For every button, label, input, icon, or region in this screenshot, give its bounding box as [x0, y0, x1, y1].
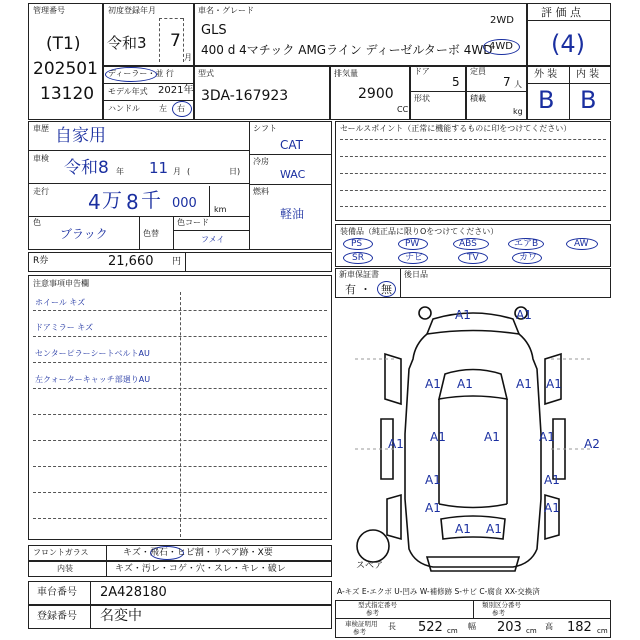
inspection-month: 11 [149, 159, 169, 177]
capacity-value: 7 [503, 75, 511, 89]
first-reg-era: 令和3 [107, 34, 147, 52]
equip-navi [398, 252, 428, 264]
score-value: (4) [551, 30, 585, 58]
shape-label: 形状 [414, 94, 430, 103]
drive-4wd: 4WD [489, 41, 513, 52]
equip-aw [566, 238, 598, 250]
width-value: 203 [497, 620, 522, 635]
car-name-label: 車名・グレード [198, 6, 254, 15]
legend-text: A-キズ E-エクボ U-凹み W-補修跡 S-サビ C-腐食 XX-交換済 [337, 587, 540, 596]
handle-right: 右 [177, 104, 185, 113]
damage-mark-16: A1 [455, 522, 471, 536]
type-label: 型式 [198, 69, 214, 78]
ac-value: WAC [280, 168, 306, 181]
equip-leather-text: カワ [519, 253, 538, 263]
damage-mark-14: A1 [425, 501, 441, 515]
interior-cond-label: 内装 [57, 564, 73, 573]
damage-mark-15: A1 [544, 501, 560, 515]
equip-tv [458, 252, 488, 264]
mileage-digit-3: 000 [172, 196, 197, 211]
inspection-day-paren: ( [187, 167, 191, 176]
car-diagram [335, 299, 611, 584]
car-grade: 400 d 4マチック AMGライン ディーゼルターボ 4WD [201, 43, 493, 57]
inspection-month-unit: 月 [173, 167, 181, 176]
handle-label: ハンドル [108, 104, 140, 113]
color-code-label: 色コード [177, 218, 209, 227]
interior-grade: B [580, 86, 597, 114]
damage-mark-9: A1 [484, 430, 500, 444]
spare-label: スペア [356, 561, 384, 571]
note-line-3: センターピラーシートベルトAU [35, 349, 150, 358]
warranty-yes: 有 [345, 283, 356, 296]
registration-label: 登録番号 [37, 611, 77, 622]
dealer-label: ディーラー・並 行 [108, 69, 174, 78]
doors-label: ドア [414, 67, 430, 76]
inspection-day-unit: 日) [229, 167, 241, 176]
mileage-unit: km [214, 205, 227, 214]
type-ref-sub: 参考 [366, 609, 379, 617]
notes-rule [33, 492, 327, 493]
sales-points-label: セールスポイント（正常に機能するものに印をつけてください） [340, 124, 572, 133]
equip-navi-text: ナビ [405, 253, 424, 263]
shift-value: CAT [280, 138, 303, 152]
notes-rule [33, 466, 327, 467]
damage-mark-4: A1 [457, 377, 473, 391]
class-ref-sub: 参考 [492, 609, 505, 617]
first-reg-month: 7 [170, 31, 181, 51]
color-label: 色 [33, 218, 41, 227]
notes-rule [33, 310, 327, 311]
mileage-man: 万 [102, 188, 122, 212]
fuel-value: 軽油 [280, 207, 305, 221]
exterior-grade: B [538, 86, 555, 114]
warranty-dot: ・ [360, 283, 371, 296]
damage-mark-6: A1 [546, 377, 562, 391]
equip-airbag [508, 238, 544, 250]
lot-tag: (T1) [46, 34, 81, 54]
notes-rule [33, 518, 327, 519]
cert-sub: 参考 [353, 628, 366, 636]
interior-cond-value: キズ・汚レ・コゲ・穴・スレ・キレ・破レ [115, 564, 286, 574]
height-label: 高 [545, 622, 553, 631]
damage-mark-1: A1 [455, 308, 471, 322]
equip-abs [453, 238, 489, 250]
damage-mark-10: A1 [539, 430, 555, 444]
first-reg-month-unit: 月 [184, 53, 192, 62]
capacity-unit: 人 [514, 80, 522, 89]
shift-label: シフト [253, 124, 277, 133]
load-unit: kg [513, 107, 523, 116]
model-year-label: モデル年式 [108, 87, 148, 96]
damage-mark-17: A1 [486, 522, 502, 536]
width-label: 幅 [468, 622, 476, 631]
displacement-value: 2900 [358, 86, 394, 102]
notes-label: 注意事項申告欄 [33, 279, 89, 288]
car-name: GLS [201, 23, 227, 38]
mileage-digit-2: 8 [126, 190, 139, 214]
notes-rule [33, 362, 327, 363]
equip-leather [512, 252, 542, 264]
note-line-4: 左クォーターキャッチ部廻りAU [35, 375, 151, 384]
damage-mark-7: A1 [388, 437, 404, 451]
model-year: 2021年 [158, 85, 194, 96]
displacement-label: 排気量 [334, 69, 358, 78]
equip-abs-text: ABS [459, 239, 477, 249]
mgmt-label: 管理番号 [33, 6, 65, 15]
r-value: 21,660 [108, 254, 154, 269]
inspection-year-unit: 年 [116, 167, 124, 176]
length-label: 長 [388, 622, 396, 631]
inspection-label: 車検 [33, 154, 49, 163]
lot-line2: 13120 [40, 84, 95, 104]
class-ref-label: 類別区分番号 [482, 601, 521, 609]
warranty-label: 新車保証書 [339, 270, 379, 279]
notes-rule [33, 414, 327, 415]
first-reg-label: 初度登録年月 [108, 6, 156, 15]
length-value: 522 [418, 620, 443, 635]
fuel-label: 燃料 [253, 187, 269, 196]
damage-mark-8: A1 [430, 430, 446, 444]
front-glass-label: フロントガラス [33, 548, 89, 557]
color-change-label: 色替 [143, 229, 159, 238]
inspection-era: 令和8 [64, 158, 109, 178]
equip-airbag-text: エアB [514, 239, 539, 249]
notes-rule [33, 440, 327, 441]
length-unit: cm [447, 627, 458, 635]
drive-2wd: 2WD [490, 15, 514, 26]
type-value: 3DA-167923 [201, 88, 289, 104]
interior-label: 内 装 [576, 69, 600, 80]
usage-value: 自家用 [55, 126, 106, 146]
equip-aw-text: AW [574, 239, 589, 249]
note-line-1: ホイール キズ [35, 298, 86, 307]
ac-label: 冷房 [253, 157, 269, 166]
mileage-label: 走行 [33, 187, 49, 196]
equip-tv-text: TV [467, 253, 479, 263]
damage-mark-3: A1 [425, 377, 441, 391]
usage-label: 車歴 [33, 124, 49, 133]
chassis-label: 車台番号 [37, 587, 77, 598]
color-code-value: フメイ [201, 235, 225, 244]
exterior-label: 外 装 [534, 69, 558, 80]
damage-mark-2: A1 [516, 308, 532, 322]
sticker-label: 後日品 [404, 270, 428, 279]
load-label: 積載 [470, 94, 486, 103]
damage-mark-13: A1 [544, 473, 560, 487]
damage-mark-5: A1 [516, 377, 532, 391]
warranty-no: 無 [381, 283, 392, 296]
handle-left: 左 [159, 104, 167, 113]
notes-rule [33, 336, 327, 337]
displacement-unit: CC [397, 105, 409, 114]
capacity-label: 定員 [470, 67, 486, 76]
lot-line1: 202501 [33, 59, 98, 79]
damage-mark-12: A1 [425, 473, 441, 487]
score-label: 評 価 点 [541, 6, 581, 19]
equip-sr [343, 252, 373, 264]
chassis-value: 2A428180 [100, 585, 167, 600]
equip-pw-text: PW [405, 239, 420, 249]
height-unit: cm [597, 627, 608, 635]
r-unit: 円 [172, 257, 182, 267]
equip-pw [398, 238, 428, 250]
notes-rule [33, 388, 327, 389]
damage-mark-11: A2 [584, 437, 600, 451]
equip-ps [343, 238, 373, 250]
doors-value: 5 [452, 75, 460, 89]
equip-sr-text: SR [352, 253, 364, 263]
registration-value: 名変中 [100, 608, 142, 624]
front-glass-value: キズ・飛石・ヒビ割・リペア跡・X要 [123, 548, 273, 558]
equipment-label: 装備品（純正品に限りOをつけてください） [340, 227, 499, 236]
mileage-sen: 千 [141, 188, 161, 212]
type-ref-label: 型式指定番号 [358, 601, 397, 609]
height-value: 182 [567, 620, 592, 635]
note-line-2: ドアミラー キズ [35, 323, 94, 332]
equip-ps-text: PS [351, 239, 363, 249]
width-unit: cm [526, 627, 537, 635]
mileage-digit-1: 4 [88, 190, 101, 214]
cert-label: 車検証明用 [345, 620, 378, 628]
car-name-cell [194, 3, 527, 66]
color-value: ブラック [60, 227, 108, 241]
r-label: R券 [33, 256, 49, 266]
